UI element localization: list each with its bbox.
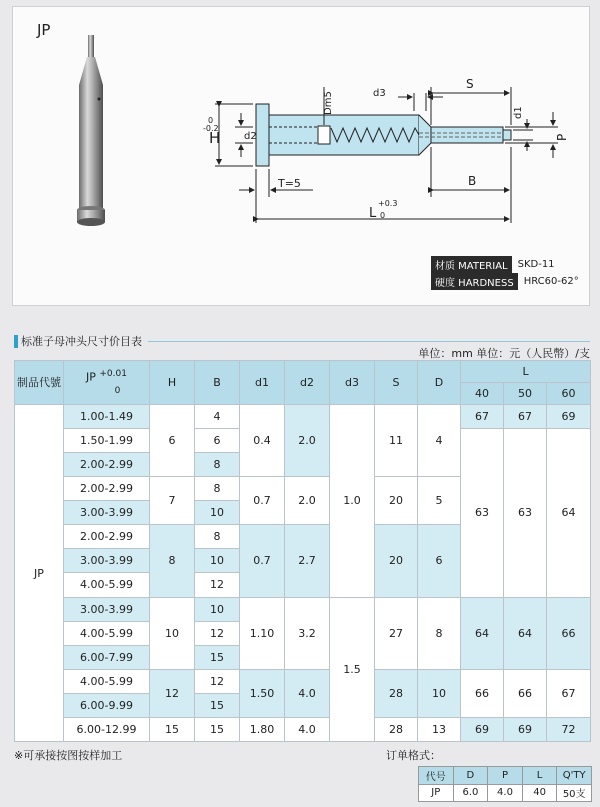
- order-header-D: D: [453, 767, 488, 785]
- d2-cell: 2.0: [285, 477, 330, 525]
- order-code: JP: [419, 784, 454, 802]
- B-cell: 12: [195, 573, 240, 597]
- header-S: S: [375, 361, 418, 405]
- dim-L: L: [369, 206, 377, 221]
- S-cell: 11: [375, 405, 418, 477]
- dim-S: S: [466, 77, 474, 91]
- L60-cell: 69: [547, 405, 591, 429]
- L40-cell: 64: [461, 597, 504, 669]
- B-cell: 15: [195, 693, 240, 717]
- section-title-text: 标准子母冲头尺寸价目表: [21, 335, 142, 348]
- d1-cell: 0.7: [240, 525, 285, 597]
- order-D: 6.0: [453, 784, 488, 802]
- material-box: [431, 257, 579, 291]
- B-cell: 15: [195, 645, 240, 669]
- B-cell: 12: [195, 669, 240, 693]
- dim-L-tol-top: +0.3: [378, 199, 398, 208]
- D-cell: 13: [418, 717, 461, 741]
- L50-cell: 69: [504, 717, 547, 741]
- d3-cell: 1.0: [330, 405, 375, 598]
- dim-H-tol-bot: -0.2: [203, 124, 219, 133]
- hardness-key: 硬度 HARDNESS: [431, 273, 518, 290]
- S-cell: 20: [375, 525, 418, 597]
- dim-L-tol-bot: 0: [380, 211, 386, 220]
- B-cell: 15: [195, 717, 240, 741]
- header-H: H: [150, 361, 195, 405]
- H-cell: 7: [150, 477, 195, 525]
- S-cell: 27: [375, 597, 418, 669]
- L50-cell: 66: [504, 669, 547, 717]
- hardness-value: HRC60-62°: [523, 276, 579, 287]
- dim-H: H: [209, 129, 221, 147]
- order-format-label: 订单格式：: [386, 749, 441, 762]
- dim-T: T=5: [278, 177, 301, 190]
- header-d3: d3: [330, 361, 375, 405]
- jp-range: 3.00-3.99: [64, 549, 150, 573]
- header-d2: d2: [285, 361, 330, 405]
- L40-cell: 67: [461, 405, 504, 429]
- D-cell: 4: [418, 405, 461, 477]
- order-header-code: 代号: [419, 767, 454, 785]
- jp-range: 6.00-9.99: [64, 693, 150, 717]
- L40-cell: 66: [461, 669, 504, 717]
- order-format-table: [418, 766, 592, 802]
- order-qty: 50支: [557, 784, 592, 802]
- L40-cell: 63: [461, 429, 504, 597]
- L60-cell: 72: [547, 717, 591, 741]
- B-cell: 8: [195, 453, 240, 477]
- jp-range: 1.00-1.49: [64, 405, 150, 429]
- drawing-panel: [12, 6, 590, 306]
- d1-cell: 1.80: [240, 717, 285, 741]
- B-cell: 8: [195, 477, 240, 501]
- spec-table: [14, 360, 591, 742]
- dim-Dm5: Dm5: [323, 91, 334, 115]
- B-cell: 10: [195, 549, 240, 573]
- order-header-qty: Q'TY: [557, 767, 592, 785]
- L60-cell: 64: [547, 429, 591, 597]
- order-P: 4.0: [488, 784, 523, 802]
- header-jp-tol-bot: 0: [114, 386, 121, 397]
- d2-cell: 2.7: [285, 525, 330, 597]
- order-header-L: L: [522, 767, 557, 785]
- B-cell: 10: [195, 597, 240, 621]
- S-cell: 28: [375, 717, 418, 741]
- H-cell: 10: [150, 597, 195, 669]
- L60-cell: 67: [547, 669, 591, 717]
- jp-range: 4.00-5.99: [64, 621, 150, 645]
- B-cell: 8: [195, 525, 240, 549]
- punch-photo: [77, 35, 105, 226]
- jp-range: 4.00-5.99: [64, 573, 150, 597]
- jp-range: 6.00-12.99: [64, 717, 150, 741]
- header-jp: [64, 361, 150, 405]
- dim-P: P: [555, 133, 569, 141]
- material-key: 材质 MATERIAL: [431, 256, 512, 273]
- S-cell: 28: [375, 669, 418, 717]
- d2-cell: 4.0: [285, 717, 330, 741]
- jp-range: 2.00-2.99: [64, 453, 150, 477]
- H-cell: 8: [150, 525, 195, 597]
- header-B: B: [195, 361, 240, 405]
- d1-cell: 1.50: [240, 669, 285, 717]
- order-header-P: P: [488, 767, 523, 785]
- D-cell: 6: [418, 525, 461, 597]
- H-cell: 12: [150, 669, 195, 717]
- header-d1: d1: [240, 361, 285, 405]
- code-cell: JP: [15, 405, 64, 742]
- jp-range: 6.00-7.99: [64, 645, 150, 669]
- header-jp-label: JP: [86, 370, 96, 384]
- D-cell: 10: [418, 669, 461, 717]
- jp-range: 4.00-5.99: [64, 669, 150, 693]
- header-code: 制品代號: [15, 361, 64, 405]
- B-cell: 4: [195, 405, 240, 429]
- B-cell: 6: [195, 429, 240, 453]
- jp-range: 2.00-2.99: [64, 525, 150, 549]
- order-L: 40: [522, 784, 557, 802]
- section-title-bar: [14, 335, 18, 348]
- D-cell: 8: [418, 597, 461, 669]
- L60-cell: 66: [547, 597, 591, 669]
- L50-cell: 67: [504, 405, 547, 429]
- d1-cell: 0.4: [240, 405, 285, 477]
- header-L: L: [461, 361, 591, 383]
- L50-cell: 64: [504, 597, 547, 669]
- dim-d3: d3: [373, 88, 386, 99]
- header-L60: 60: [547, 383, 591, 405]
- d1-cell: 1.10: [240, 597, 285, 669]
- dim-B: B: [468, 174, 477, 188]
- dim-d1: d1: [513, 106, 524, 119]
- H-cell: 15: [150, 717, 195, 741]
- jp-range: 3.00-3.99: [64, 501, 150, 525]
- header-L40: 40: [461, 383, 504, 405]
- drawing-title: JP: [37, 21, 51, 39]
- footnote: ※可承接按图按样加工: [14, 749, 123, 762]
- section-title-rule: [148, 341, 590, 342]
- B-cell: 12: [195, 621, 240, 645]
- d2-cell: 4.0: [285, 669, 330, 717]
- d2-cell: 3.2: [285, 597, 330, 669]
- header-L50: 50: [504, 383, 547, 405]
- dim-H-tol-top: 0: [208, 116, 214, 125]
- material-value: SKD-11: [517, 259, 555, 270]
- L40-cell: 69: [461, 717, 504, 741]
- d2-cell: 2.0: [285, 405, 330, 477]
- S-cell: 20: [375, 477, 418, 525]
- unit-note: 单位：mm 单位：元（人民幣）/支: [418, 347, 590, 360]
- dim-d2: d2: [244, 131, 257, 142]
- B-cell: 10: [195, 501, 240, 525]
- H-cell: 6: [150, 405, 195, 477]
- d1-cell: 0.7: [240, 477, 285, 525]
- L50-cell: 63: [504, 429, 547, 597]
- d3-cell: 1.5: [330, 597, 375, 742]
- jp-range: 2.00-2.99: [64, 477, 150, 501]
- jp-range: 3.00-3.99: [64, 597, 150, 621]
- D-cell: 5: [418, 477, 461, 525]
- header-D: D: [418, 361, 461, 405]
- jp-range: 1.50-1.99: [64, 429, 150, 453]
- header-jp-tol-top: +0.01: [99, 368, 127, 379]
